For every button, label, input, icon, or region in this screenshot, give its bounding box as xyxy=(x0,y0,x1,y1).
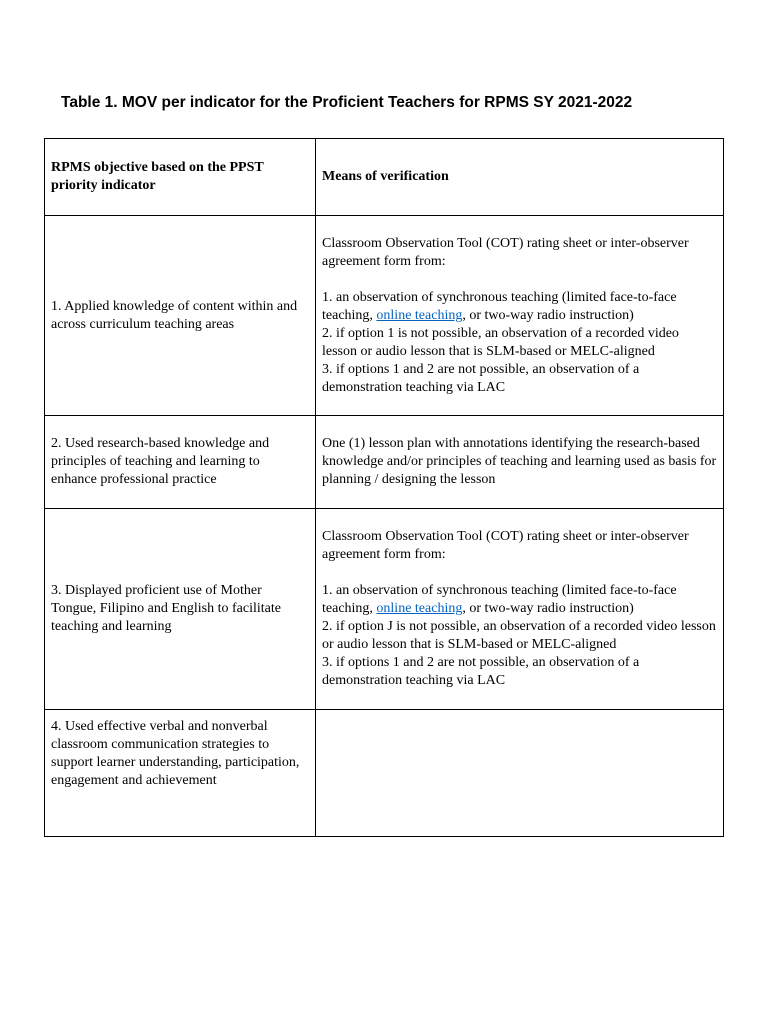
table-row xyxy=(45,416,724,509)
row-1-objective: 1. Applied knowledge of content within and across curriculum teaching areas xyxy=(45,216,316,416)
row-1-intro: Classroom Observation Tool (COT) rating sheet or inter-observer agreement form from: xyxy=(322,235,689,269)
table-row xyxy=(45,216,724,416)
table-row xyxy=(45,710,724,837)
table-row xyxy=(45,509,724,710)
row-1-option-1: 1. an observation of synchronous teaching (limited face-to-face teaching, online teaching, or two-way radio instruction) xyxy=(322,289,677,323)
row-3-option-3: 3. if options 1 and 2 are not possible, an observation of a demonstration teaching via LAC xyxy=(322,655,640,688)
row-1-option-2: 2. if option 1 is not possible, an observation of a recorded video lesson or audio lesson that is SLM-based or MELC-aligned xyxy=(322,325,679,359)
row-1-option-3: 3. if options 1 and 2 are not possible, an observation of a demonstration teaching via LAC xyxy=(322,361,640,395)
table-title: Table 1. MOV per indicator for the Proficient Teachers for RPMS SY 2021-2022 xyxy=(61,94,633,111)
mov-table xyxy=(44,138,724,837)
row-4-mov xyxy=(316,710,724,837)
row-3-mov xyxy=(316,509,724,710)
header-mov: Means of verification xyxy=(316,139,724,216)
row-4-objective: 4. Used effective verbal and nonverbal classroom communication strategies to support learner understanding, participation, engagement and achievement xyxy=(45,710,316,837)
row-3-option-1: 1. an observation of synchronous teaching (limited face-to-face teaching, online teaching, or two-way radio instruction) xyxy=(322,583,677,616)
row-1-mov xyxy=(316,216,724,416)
header-objective: RPMS objective based on the PPST priority indicator xyxy=(45,139,316,216)
row-2-mov: One (1) lesson plan with annotations identifying the research-based knowledge and/or principles of teaching and learning used as basis for planning / designing the lesson xyxy=(316,416,724,509)
row-3-intro: Classroom Observation Tool (COT) rating sheet or inter-observer agreement form from: xyxy=(322,529,689,562)
online-teaching-link[interactable]: online teaching xyxy=(376,601,463,616)
table-header-row xyxy=(45,139,724,216)
row-3-objective: 3. Displayed proficient use of Mother Tongue, Filipino and English to facilitate teaching and learning xyxy=(45,509,316,710)
row-2-objective: 2. Used research-based knowledge and principles of teaching and learning to enhance professional practice xyxy=(45,416,316,509)
row-3-option-2: 2. if option J is not possible, an observation of a recorded video lesson or audio lesson that is SLM-based or MELC-aligned xyxy=(322,619,716,652)
online-teaching-link[interactable]: online teaching xyxy=(376,307,463,323)
